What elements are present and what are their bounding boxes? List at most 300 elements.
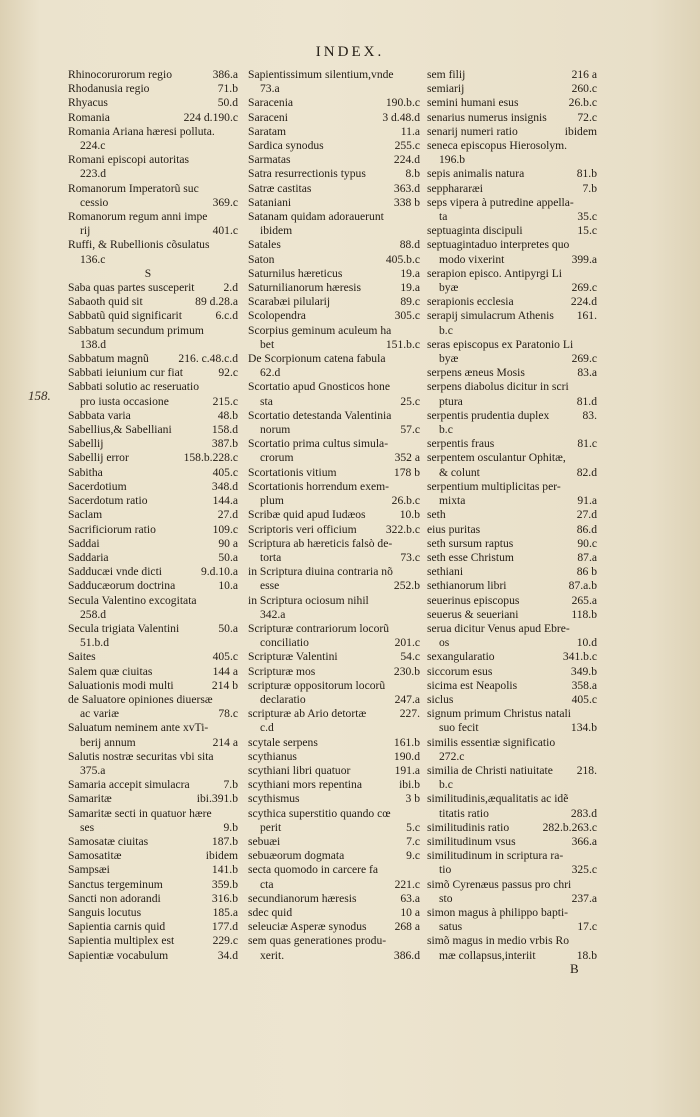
index-entry bbox=[248, 537, 420, 551]
entry-term: mixta bbox=[439, 494, 466, 508]
index-entry bbox=[427, 153, 597, 167]
entry-term: Sabellij bbox=[68, 437, 104, 451]
entry-term: rij bbox=[80, 224, 91, 238]
index-entry bbox=[248, 338, 420, 352]
entry-reference: 387.b bbox=[211, 437, 238, 451]
index-entry bbox=[68, 238, 238, 252]
index-entry bbox=[248, 380, 420, 394]
index-entry bbox=[68, 750, 238, 764]
index-entry bbox=[248, 224, 420, 238]
index-entry bbox=[248, 153, 420, 167]
index-entry bbox=[248, 551, 420, 565]
index-entry bbox=[427, 537, 597, 551]
entry-reference: 63.a bbox=[400, 891, 420, 905]
index-entry bbox=[248, 125, 420, 139]
entry-term: sta bbox=[260, 394, 273, 408]
entry-reference: 141.b bbox=[211, 863, 238, 877]
index-entry bbox=[248, 892, 420, 906]
index-entry bbox=[68, 366, 238, 380]
index-entry bbox=[248, 736, 420, 750]
entry-reference: 26.b.c bbox=[391, 494, 420, 508]
index-entry bbox=[68, 721, 238, 735]
entry-term: simõ Cyrenæus passus pro chri bbox=[427, 877, 572, 891]
entry-term: Saraceni bbox=[248, 110, 288, 124]
index-entry bbox=[248, 324, 420, 338]
entry-term: Saba quas partes susceperit bbox=[68, 281, 195, 295]
index-entry bbox=[68, 835, 238, 849]
entry-term: satus bbox=[439, 920, 463, 934]
entry-reference: 81.d bbox=[576, 394, 597, 408]
entry-reference: 405.c bbox=[571, 692, 597, 706]
index-entry bbox=[248, 863, 420, 877]
entry-term: scythianus bbox=[248, 749, 297, 763]
entry-reference: 358.a bbox=[571, 678, 597, 692]
index-entry bbox=[427, 96, 597, 110]
entry-term: seps vipera à putredine appella- bbox=[427, 195, 574, 209]
index-entry bbox=[68, 309, 238, 323]
entry-term: serpentium multiplicitas per- bbox=[427, 479, 561, 493]
entry-term: conciliatio bbox=[260, 636, 309, 650]
entry-term: Ruffi, & Rubellionis cõsulatus bbox=[68, 238, 210, 252]
entry-term: Samosatæ ciuitas bbox=[68, 834, 149, 848]
entry-reference: 73.c bbox=[400, 550, 420, 564]
index-entry bbox=[248, 693, 420, 707]
entry-term: ta bbox=[439, 210, 448, 224]
entry-term: Saracenia bbox=[248, 96, 294, 110]
index-entry bbox=[427, 693, 597, 707]
entry-reference: 237.a bbox=[571, 891, 597, 905]
entry-term: byæ bbox=[439, 352, 459, 366]
index-entry bbox=[427, 721, 597, 735]
index-entry bbox=[427, 892, 597, 906]
index-entry bbox=[68, 437, 238, 451]
entry-reference: 190.b.c bbox=[385, 96, 420, 110]
index-entry bbox=[68, 409, 238, 423]
entry-reference: 86.d bbox=[576, 522, 597, 536]
index-entry bbox=[248, 594, 420, 608]
entry-term: Scorpius geminum aculeum ha bbox=[248, 323, 392, 337]
entry-reference: 83.a bbox=[577, 366, 597, 380]
index-entry bbox=[68, 821, 238, 835]
entry-term: Samaria accepit simulacra bbox=[68, 778, 190, 792]
entry-reference: 19.a bbox=[400, 266, 420, 280]
entry-term: Sancti non adorandi bbox=[68, 891, 161, 905]
index-entry bbox=[68, 480, 238, 494]
entry-reference: 88.d bbox=[399, 238, 420, 252]
entry-term: Sabaoth quid sit bbox=[68, 295, 143, 309]
index-entry bbox=[68, 423, 238, 437]
entry-reference: 11.a bbox=[400, 124, 420, 138]
index-entry bbox=[68, 324, 238, 338]
entry-reference: 268 a bbox=[394, 920, 420, 934]
entry-reference: 191.a bbox=[394, 763, 420, 777]
index-entry bbox=[427, 736, 597, 750]
entry-term: Sabitha bbox=[68, 465, 103, 479]
index-entry bbox=[68, 565, 238, 579]
index-entry bbox=[427, 466, 597, 480]
entry-term: Saddaria bbox=[68, 550, 109, 564]
entry-reference: 341.b.c bbox=[562, 650, 597, 664]
index-entry bbox=[427, 792, 597, 806]
index-entry bbox=[68, 494, 238, 508]
entry-reference: 229.c bbox=[212, 934, 238, 948]
index-entry bbox=[427, 835, 597, 849]
entry-term: 375.a bbox=[80, 763, 106, 777]
entry-reference: 27.d bbox=[576, 508, 597, 522]
entry-reference: 83. bbox=[582, 408, 597, 422]
index-entry bbox=[427, 182, 597, 196]
index-entry bbox=[427, 167, 597, 181]
index-entry bbox=[248, 565, 420, 579]
entry-reference: ibi.b bbox=[399, 778, 420, 792]
index-entry bbox=[68, 253, 238, 267]
entry-reference: 177.d bbox=[211, 920, 238, 934]
index-entry bbox=[427, 196, 597, 210]
entry-term: sepis animalis natura bbox=[427, 167, 525, 181]
entry-reference: 405.c bbox=[212, 465, 238, 479]
entry-term: Rhinocorurorum regio bbox=[68, 68, 172, 81]
entry-term: sem filij bbox=[427, 68, 466, 81]
index-entry bbox=[248, 451, 420, 465]
entry-reference: 5.c bbox=[406, 820, 420, 834]
entry-reference: 7.b bbox=[223, 778, 238, 792]
entry-reference: 214 b bbox=[211, 678, 238, 692]
index-entry bbox=[68, 338, 238, 352]
entry-reference: 50.a bbox=[218, 550, 238, 564]
entry-reference: 348.d bbox=[211, 479, 238, 493]
entry-reference: 10 a bbox=[400, 905, 420, 919]
entry-reference: 325.c bbox=[571, 863, 597, 877]
entry-term: in Scriptura diuina contraria nõ bbox=[248, 565, 393, 579]
margin-note: 158. bbox=[28, 388, 51, 403]
entry-term: Scriptura ab hæreticis falsò de- bbox=[248, 536, 393, 550]
index-entry bbox=[68, 849, 238, 863]
entry-term: Scortatio detestanda Valentinia bbox=[248, 408, 392, 422]
entry-term: 258.d bbox=[80, 607, 107, 621]
entry-term: secta quomodo in carcere fa bbox=[248, 863, 379, 877]
index-entry bbox=[68, 196, 238, 210]
index-entry bbox=[248, 466, 420, 480]
entry-reference: 90 a bbox=[218, 536, 238, 550]
entry-term: Rhodanusia regio bbox=[68, 82, 150, 96]
entry-term: Scortationis vitium bbox=[248, 465, 337, 479]
entry-reference: 201.c bbox=[394, 636, 420, 650]
entry-term: serpentem osculantur Ophitæ, bbox=[427, 451, 566, 465]
entry-reference: 352 a bbox=[394, 451, 420, 465]
entry-term: Salutis nostræ securitas vbi sita bbox=[68, 749, 214, 763]
entry-reference: 247.a bbox=[394, 692, 420, 706]
index-entry bbox=[427, 224, 597, 238]
entry-term: sethiani bbox=[427, 565, 464, 579]
entry-term: ptura bbox=[439, 394, 463, 408]
index-entry bbox=[248, 395, 420, 409]
entry-term: in Scriptura ociosum nihil bbox=[248, 593, 369, 607]
entry-reference: 78.c bbox=[218, 707, 238, 721]
entry-term: Satanam quidam adorauerunt bbox=[248, 210, 384, 224]
index-entry bbox=[68, 380, 238, 394]
entry-reference: 283.d bbox=[570, 806, 597, 820]
index-entry bbox=[68, 96, 238, 110]
index-entry bbox=[248, 750, 420, 764]
index-entry bbox=[68, 139, 238, 153]
entry-term: Scribæ quid apud Iudæos bbox=[248, 508, 366, 522]
entry-term: Scripturæ mos bbox=[248, 664, 316, 678]
index-entry bbox=[248, 437, 420, 451]
page-header: INDEX. bbox=[315, 44, 385, 60]
entry-term: serpens diabolus dicitur in scri bbox=[427, 380, 569, 394]
entry-term: b.c bbox=[439, 778, 453, 792]
entry-term: Salem quæ ciuitas bbox=[68, 664, 153, 678]
index-entry bbox=[68, 650, 238, 664]
entry-reference: 19.a bbox=[400, 281, 420, 295]
entry-term: sepphararæi bbox=[427, 181, 484, 195]
index-entry bbox=[68, 778, 238, 792]
index-entry bbox=[248, 111, 420, 125]
index-entry bbox=[68, 665, 238, 679]
entry-reference: 15.c bbox=[577, 224, 597, 238]
index-entry bbox=[427, 338, 597, 352]
entry-term: Saratam bbox=[248, 124, 286, 138]
entry-reference: ibi.391.b bbox=[196, 792, 238, 806]
index-entry bbox=[248, 309, 420, 323]
index-entry bbox=[68, 352, 238, 366]
entry-term: tio bbox=[439, 863, 452, 877]
index-entry bbox=[427, 68, 597, 82]
entry-term: sem quas generationes produ- bbox=[248, 934, 387, 948]
index-entry bbox=[427, 622, 597, 636]
entry-term: Romanorum Imperatorũ suc bbox=[68, 181, 199, 195]
index-entry bbox=[427, 366, 597, 380]
entry-term: xerit. bbox=[260, 948, 285, 962]
index-entry bbox=[68, 295, 238, 309]
index-entry bbox=[68, 636, 238, 650]
entry-term: simõ magus in medio vrbis Ro bbox=[427, 934, 570, 948]
index-entry bbox=[248, 608, 420, 622]
entry-term: cessio bbox=[80, 195, 109, 209]
entry-reference: 89.c bbox=[400, 295, 420, 309]
index-entry bbox=[427, 665, 597, 679]
entry-reference: 316.b bbox=[211, 891, 238, 905]
entry-term: Romani episcopi autoritas bbox=[68, 153, 190, 167]
index-entry bbox=[248, 210, 420, 224]
index-entry bbox=[248, 96, 420, 110]
index-column-2 bbox=[248, 68, 420, 963]
index-entry bbox=[68, 807, 238, 821]
entry-term: Romanorum regum anni impe bbox=[68, 210, 208, 224]
entry-term: Sacerdotium bbox=[68, 479, 127, 493]
entry-term: seuerinus episcopus bbox=[427, 593, 520, 607]
index-entry bbox=[248, 409, 420, 423]
index-entry bbox=[68, 182, 238, 196]
entry-term: septuaginta discipuli bbox=[427, 224, 523, 238]
index-entry bbox=[68, 622, 238, 636]
index-entry bbox=[68, 537, 238, 551]
entry-term: ses bbox=[80, 820, 95, 834]
index-entry bbox=[68, 764, 238, 778]
entry-term: Satræ castitas bbox=[248, 181, 312, 195]
index-entry bbox=[427, 380, 597, 394]
entry-term: 73.a bbox=[260, 82, 280, 96]
entry-term: cta bbox=[260, 877, 274, 891]
entry-term: S bbox=[144, 266, 152, 280]
index-entry bbox=[68, 395, 238, 409]
entry-reference: 9.b bbox=[223, 820, 238, 834]
index-entry bbox=[248, 238, 420, 252]
entry-term: Saddai bbox=[68, 536, 100, 550]
entry-reference: 18.b bbox=[576, 948, 597, 962]
entry-reference: 369.c bbox=[212, 195, 238, 209]
entry-term: Sardica synodus bbox=[248, 139, 324, 153]
entry-reference: 269.c bbox=[571, 352, 597, 366]
entry-term: simon magus à philippo bapti- bbox=[427, 905, 569, 919]
entry-term: Satales bbox=[248, 238, 281, 252]
index-entry bbox=[427, 451, 597, 465]
entry-reference: 363.d bbox=[393, 181, 420, 195]
entry-term: Sapientia multiplex est bbox=[68, 934, 175, 948]
entry-term: semini humani esus bbox=[427, 96, 519, 110]
entry-reference: 48.b bbox=[217, 408, 238, 422]
index-entry bbox=[427, 352, 597, 366]
entry-reference: 158.d bbox=[211, 423, 238, 437]
entry-reference: 227. bbox=[399, 707, 420, 721]
entry-reference: 282.b.263.c bbox=[542, 820, 597, 834]
entry-term: similitudinum in scriptura ra- bbox=[427, 849, 564, 863]
entry-reference: 3 b bbox=[405, 792, 420, 806]
entry-term: plum bbox=[260, 494, 284, 508]
entry-reference: 144.a bbox=[212, 494, 238, 508]
entry-term: norum bbox=[260, 423, 291, 437]
entry-term: Scriptoris veri officium bbox=[248, 522, 357, 536]
entry-reference: 35.c bbox=[577, 210, 597, 224]
entry-reference: 216 a bbox=[571, 68, 597, 81]
entry-reference: 71.b bbox=[217, 82, 238, 96]
entry-reference: 218. bbox=[576, 763, 597, 777]
index-entry bbox=[68, 863, 238, 877]
entry-term: 342.a bbox=[260, 607, 286, 621]
entry-term: sebuæi bbox=[248, 834, 281, 848]
entry-term: Satra resurrectionis typus bbox=[248, 167, 366, 181]
entry-reference: 265.a bbox=[571, 593, 597, 607]
index-entry bbox=[248, 878, 420, 892]
entry-reference: 91.a bbox=[577, 494, 597, 508]
index-entry bbox=[68, 111, 238, 125]
index-entry bbox=[427, 494, 597, 508]
entry-term: Sapientia carnis quid bbox=[68, 920, 166, 934]
index-entry bbox=[248, 650, 420, 664]
entry-reference: 221.c bbox=[394, 877, 420, 891]
entry-reference: 87.a.b bbox=[568, 579, 597, 593]
entry-term: Sanctus tergeminum bbox=[68, 877, 163, 891]
signature-mark: B bbox=[570, 961, 579, 976]
entry-term: ac variæ bbox=[80, 707, 119, 721]
entry-term: Sacerdotum ratio bbox=[68, 494, 148, 508]
index-entry bbox=[427, 650, 597, 664]
index-entry bbox=[248, 196, 420, 210]
entry-term: similitudinum vsus bbox=[427, 834, 516, 848]
entry-reference: 3 d.48.d bbox=[382, 110, 420, 124]
entry-term: scythica superstitio quando cœ bbox=[248, 806, 391, 820]
index-entry bbox=[68, 125, 238, 139]
index-entry bbox=[248, 366, 420, 380]
index-entry bbox=[427, 523, 597, 537]
entry-term: seleuciæ Asperæ synodus bbox=[248, 920, 367, 934]
index-entry bbox=[68, 451, 238, 465]
index-entry bbox=[248, 707, 420, 721]
index-entry bbox=[427, 139, 597, 153]
entry-term: serapion episco. Antipyrgi Li bbox=[427, 266, 563, 280]
entry-term: signum primum Christus natali bbox=[427, 707, 571, 721]
index-entry bbox=[427, 750, 597, 764]
index-entry bbox=[427, 849, 597, 863]
index-entry bbox=[427, 821, 597, 835]
entry-reference: 6.c.d bbox=[215, 309, 238, 323]
entry-term: 51.b.d bbox=[80, 636, 109, 650]
entry-term: sethianorum libri bbox=[427, 579, 507, 593]
index-entry bbox=[68, 949, 238, 963]
entry-reference: 81.c bbox=[577, 437, 597, 451]
entry-term: Saluatum neminem ante xvTi- bbox=[68, 721, 209, 735]
index-entry bbox=[248, 906, 420, 920]
entry-term: Sampsæi bbox=[68, 863, 110, 877]
entry-term: Sapientiæ vocabulum bbox=[68, 948, 169, 962]
index-entry bbox=[248, 508, 420, 522]
entry-reference: 89 d.28.a bbox=[195, 295, 238, 309]
entry-reference: 401.c bbox=[212, 224, 238, 238]
entry-term: Scortatio apud Gnosticos hone bbox=[248, 380, 391, 394]
index-entry bbox=[68, 551, 238, 565]
index-entry bbox=[68, 736, 238, 750]
index-entry bbox=[248, 764, 420, 778]
index-entry bbox=[68, 707, 238, 721]
entry-reference: 260.c bbox=[571, 82, 597, 96]
index-entry bbox=[248, 139, 420, 153]
entry-term: Sabbati ieiunium cur fiat bbox=[68, 366, 183, 380]
index-entry bbox=[68, 281, 238, 295]
entry-term: b.c bbox=[439, 423, 453, 437]
entry-reference: 252.b bbox=[393, 579, 420, 593]
entry-reference: 34.d bbox=[217, 948, 238, 962]
index-entry bbox=[427, 920, 597, 934]
entry-term: Scripturæ Valentini bbox=[248, 650, 338, 664]
index-entry bbox=[68, 892, 238, 906]
index-column-3 bbox=[427, 68, 597, 963]
entry-term: scythismus bbox=[248, 792, 300, 806]
index-entry bbox=[68, 210, 238, 224]
entry-term: Sataniani bbox=[248, 195, 292, 209]
entry-reference: 82.d bbox=[576, 465, 597, 479]
index-entry bbox=[248, 821, 420, 835]
index-entry bbox=[68, 153, 238, 167]
index-entry bbox=[427, 565, 597, 579]
entry-term: seneca episcopus Hierosolym. bbox=[427, 139, 568, 153]
entry-term: pro iusta occasione bbox=[80, 394, 169, 408]
entry-reference: 27.d bbox=[217, 508, 238, 522]
entry-term: sebuæorum dogmata bbox=[248, 849, 345, 863]
entry-reference: 386.d bbox=[393, 948, 420, 962]
index-entry bbox=[248, 295, 420, 309]
index-entry bbox=[248, 920, 420, 934]
entry-term: Sanguis locutus bbox=[68, 905, 142, 919]
entry-term: sexangularatio bbox=[427, 650, 495, 664]
entry-term: serpentis fraus bbox=[427, 437, 495, 451]
entry-reference: 8.b bbox=[405, 167, 420, 181]
entry-term: Sabbati solutio ac reseruatio bbox=[68, 380, 200, 394]
entry-term: serpentis prudentia duplex bbox=[427, 408, 550, 422]
index-entry bbox=[427, 636, 597, 650]
entry-term: Scortationis horrendum exem- bbox=[248, 479, 390, 493]
index-entry bbox=[248, 494, 420, 508]
index-entry bbox=[427, 423, 597, 437]
